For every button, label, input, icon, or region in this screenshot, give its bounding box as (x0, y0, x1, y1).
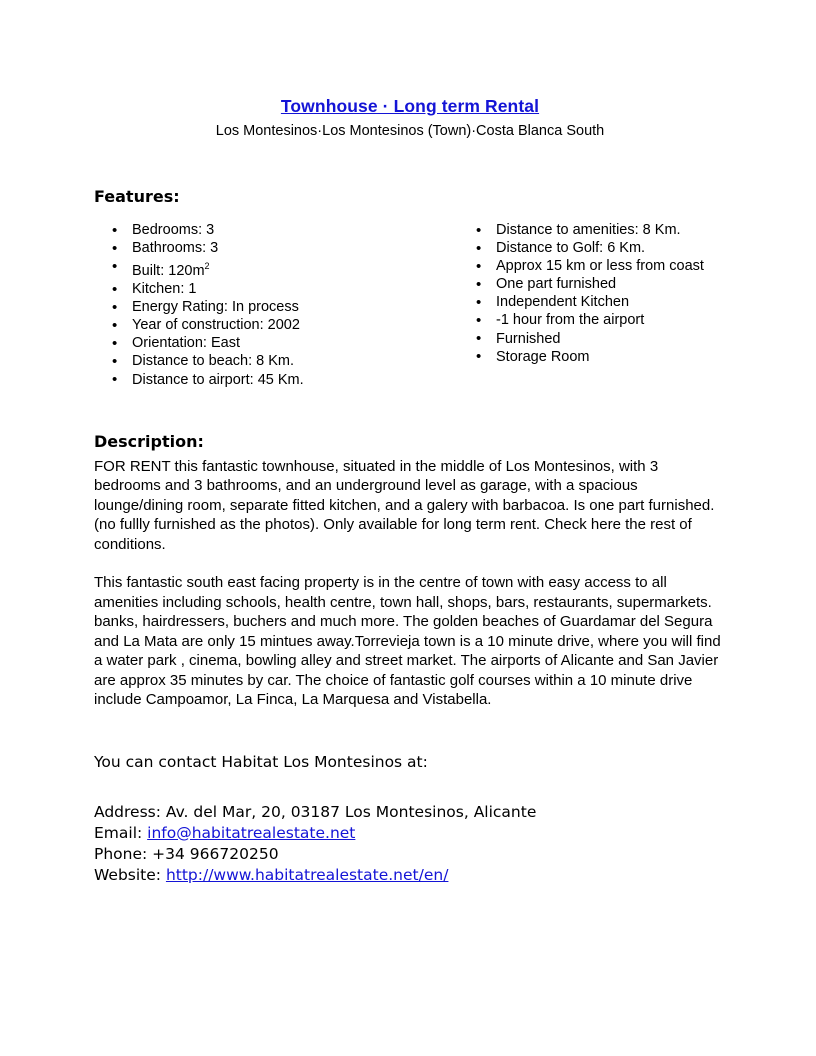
list-item (102, 335, 410, 353)
list-item (466, 222, 726, 240)
list-item (466, 349, 726, 367)
list-item (466, 331, 726, 349)
feature-text: One part furnished (496, 276, 617, 293)
feature-text: Distance to beach: 8 Km. (132, 353, 294, 370)
features-column-left (94, 222, 410, 390)
feature-text: Distance to Golf: 6 Km. (496, 240, 646, 257)
features-column-right (410, 222, 726, 390)
features-heading: Features: (94, 187, 180, 206)
page-title: Townhouse · Long term Rental (280, 96, 540, 116)
built-superscript: 2 (204, 261, 210, 272)
features-section (94, 222, 726, 390)
email-line (94, 823, 726, 844)
features-list-left (102, 222, 410, 389)
website-label: Website: (94, 865, 166, 884)
feature-text: -1 hour from the airport (496, 312, 645, 329)
features-list-right (466, 222, 726, 366)
feature-text: Distance to amenities: 8 Km. (496, 222, 681, 238)
feature-text: Furnished (496, 330, 561, 347)
phone-line (94, 844, 726, 865)
feature-text: Storage Room (496, 348, 590, 365)
list-item (466, 312, 726, 330)
feature-text: Orientation: East (132, 335, 240, 352)
list-item (102, 258, 410, 280)
address-label: Address: (94, 802, 166, 821)
list-item (102, 317, 410, 335)
description-paragraph-2: This fantastic south east facing property is in the centre of town with easy access to all amenities including schools, health centre, town hall, shops, bars, restaurants, supermarkets. banks, hairdressers, buchers and much more. The golden beaches of Guardamar del Segura and La Mata are only 15 mintues away.Torrevieja town is a 10 minute drive, where you will find a water park , cinema, bowling alley and street market. The airports of Alicante and San Javier are approx 35 minutes by car. The choice of fantastic golf courses within a 10 minute drive include Campoamor, La Finca, La Marquesa and Vistabella. (94, 574, 721, 709)
phone-value: +34 966720250 (152, 844, 279, 863)
website-line (94, 865, 726, 886)
website-link[interactable]: http://www.habitatrealestate.net/en/ (165, 865, 449, 884)
list-item (102, 281, 410, 299)
phone-label: Phone: (94, 844, 153, 863)
feature-text: Bedrooms: 3 (132, 222, 215, 238)
feature-text: Independent Kitchen (496, 294, 630, 311)
list-item (102, 222, 410, 240)
email-label: Email: (94, 823, 148, 842)
list-item (466, 276, 726, 294)
page-subtitle: Los Montesinos·Los Montesinos (Town)·Costa Blanca South (215, 123, 605, 139)
email-link[interactable]: info@habitatrealestate.net (147, 823, 356, 842)
feature-text: Built: 120m (132, 263, 205, 280)
list-item (102, 299, 410, 317)
description-heading: Description: (94, 431, 204, 451)
feature-text: Year of construction: 2002 (132, 317, 300, 334)
feature-text: Energy Rating: In process (132, 299, 299, 316)
feature-text: Approx 15 km or less from coast (496, 258, 704, 275)
list-item (102, 240, 410, 258)
address-value: Av. del Mar, 20, 03187 Los Montesinos, Alicante (165, 802, 537, 821)
list-item (466, 240, 726, 258)
address-line (94, 802, 726, 823)
description-paragraph-1: FOR RENT this fantastic townhouse, situated in the middle of Los Montesinos, with 3 bedrooms and 3 bathrooms, and an underground level as garage, with a spacious lounge/dining room, separate fitted kitchen, and a galery with barbacoa. Is one part furnished. (no fullly furnished as the photos). Only available for long term rent. Check here the rest of conditions. (94, 457, 715, 553)
list-item (102, 372, 410, 390)
list-item (466, 258, 726, 276)
feature-text: Kitchen: 1 (132, 281, 197, 298)
list-item (466, 294, 726, 312)
contact-intro: You can contact Habitat Los Montesinos at: (94, 752, 428, 771)
feature-text: Bathrooms: 3 (132, 240, 219, 257)
list-item (102, 353, 410, 371)
feature-text: Distance to airport: 45 Km. (132, 371, 304, 388)
